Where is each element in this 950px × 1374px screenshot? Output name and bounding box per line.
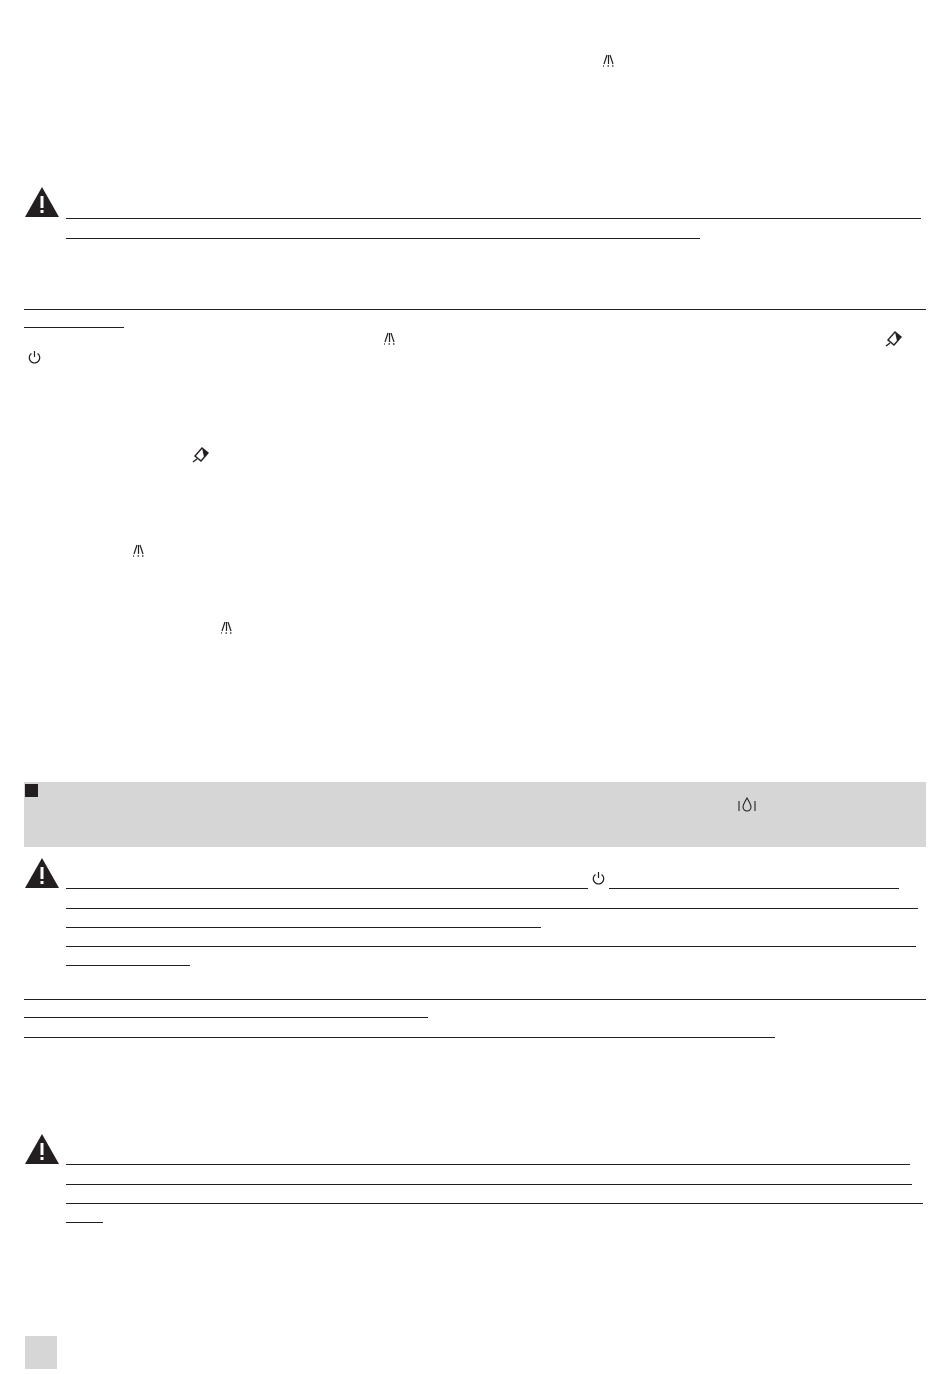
warning-3-line-1 (66, 1164, 910, 1165)
warning-triangle-icon (24, 186, 60, 218)
power-icon (27, 350, 42, 365)
section-divider (24, 309, 926, 310)
power-icon (591, 871, 606, 886)
page-number-tab (25, 1336, 57, 1369)
warning-2-line-4 (66, 946, 916, 947)
steam-jets-icon (131, 544, 145, 558)
warning-3-line-2 (66, 1184, 912, 1185)
warning-2-line-3 (66, 927, 541, 928)
water-drop-icon (737, 796, 757, 813)
steam-jets-icon (219, 621, 233, 635)
warning-3-line-4 (66, 1222, 103, 1223)
self-clean-icon (884, 330, 904, 348)
note-line-3 (24, 1037, 775, 1038)
warning-1-line-1 (66, 218, 921, 219)
steam-jets-icon (382, 332, 396, 346)
warning-triangle-icon (24, 857, 60, 889)
note-line-1 (24, 999, 926, 1000)
section-heading-underline (24, 327, 124, 328)
note-line-2 (24, 1017, 428, 1018)
warning-2-line-5 (66, 965, 190, 966)
warning-1-line-2 (66, 238, 700, 239)
square-bullet-icon (25, 784, 38, 797)
warning-2-line-1a (66, 888, 588, 889)
section-highlight-band (24, 782, 926, 847)
warning-triangle-icon (24, 1133, 60, 1165)
warning-2-line-1b (609, 888, 899, 889)
warning-3-line-3 (66, 1203, 923, 1204)
warning-2-line-2 (66, 908, 918, 909)
steam-jets-icon (601, 54, 615, 68)
self-clean-icon (191, 446, 211, 464)
